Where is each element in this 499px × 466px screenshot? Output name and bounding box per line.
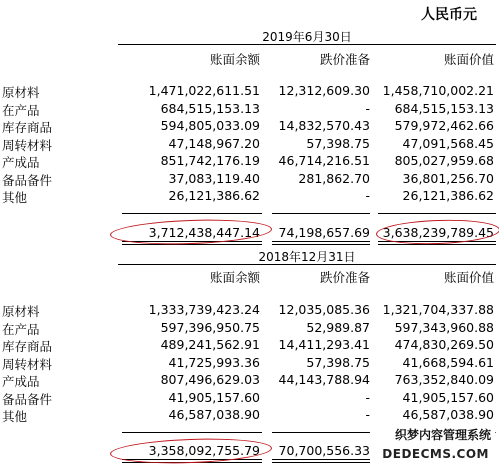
col-header-book-value-2: 账面价值 (443, 270, 494, 285)
cell-book-value: 474,830,269.50 (394, 337, 494, 352)
watermark-domain: DEDECMS.COM (382, 447, 489, 461)
subtotal-rule-2019-c3 (378, 213, 496, 214)
subtotal-rule-2018-c2 (272, 432, 370, 433)
col-header-book-value: 账面价值 (443, 52, 494, 67)
subtotal-rule-2019-c2 (272, 213, 370, 214)
col-header-impairment-2: 跌价准备 (319, 270, 370, 285)
cell-book-balance: 1,333,739,423.24 (148, 302, 260, 317)
cell-book-balance: 594,805,033.09 (160, 118, 260, 133)
cell-impairment: - (365, 188, 370, 203)
row-label: 原材料 (2, 85, 40, 100)
col-header-impairment: 跌价准备 (319, 52, 370, 67)
total-2019-book-value: 3,638,239,789.45 (382, 225, 494, 240)
row-label: 周转材料 (2, 356, 53, 372)
watermark-text: 织梦内容管理系统 (394, 428, 491, 442)
total-2019-impairment: 74,198,657.69 (278, 225, 370, 240)
cell-impairment: 14,411,293.41 (278, 337, 370, 352)
cell-book-balance: 41,905,157.60 (168, 389, 260, 405)
total-rule-2018-c2 (272, 459, 370, 463)
total-2018-book-balance: 3,358,092,755.79 (148, 443, 260, 458)
row-label: 其他 (2, 409, 28, 424)
cell-book-value: 41,905,157.60 (402, 389, 494, 405)
period-title-2018: 2018年12月31日 (258, 250, 356, 264)
cell-impairment: 46,714,216.51 (278, 153, 370, 168)
cell-impairment: 281,862.70 (298, 170, 370, 186)
cell-impairment: - (365, 407, 370, 422)
cell-book-value: 684,515,153.13 (394, 100, 494, 116)
cell-book-balance: 807,496,629.03 (160, 372, 260, 387)
cell-impairment: 52,989.87 (306, 319, 370, 335)
cell-impairment: - (365, 100, 370, 116)
cell-book-balance: 684,515,153.13 (160, 100, 260, 116)
row-label: 库存商品 (2, 120, 53, 135)
row-label: 原材料 (2, 304, 40, 319)
cell-book-balance: 37,083,119.40 (168, 170, 260, 186)
row-label: 在产品 (2, 102, 40, 118)
row-label: 周转材料 (2, 137, 53, 153)
cell-impairment: 12,312,609.30 (278, 83, 370, 98)
row-label: 其他 (2, 190, 28, 205)
cell-book-balance: 597,396,950.75 (160, 319, 260, 335)
cell-book-value: 1,321,704,337.88 (382, 302, 494, 317)
cell-book-value: 46,587,038.90 (402, 407, 494, 422)
cell-impairment: 12,035,085.36 (278, 302, 370, 317)
cell-book-value: 763,352,840.09 (394, 372, 494, 387)
total-rule-2019-c2 (272, 241, 370, 245)
row-label: 在产品 (2, 321, 40, 337)
cell-book-value: 597,343,960.88 (394, 319, 494, 335)
row-label: 库存商品 (2, 339, 53, 354)
cell-book-value: 47,091,568.45 (402, 135, 494, 151)
cell-impairment: 57,398.75 (306, 135, 370, 151)
cell-book-value: 805,027,959.68 (394, 153, 494, 168)
cell-book-balance: 41,725,993.36 (168, 354, 260, 370)
col-header-book-balance: 账面余额 (209, 52, 260, 67)
row-label: 产成品 (2, 155, 40, 170)
col-header-book-balance-2: 账面余额 (209, 270, 260, 285)
period-rule-2018 (118, 264, 496, 265)
cell-book-balance: 489,241,562.91 (160, 337, 260, 352)
cell-book-balance: 46,587,038.90 (168, 407, 260, 422)
cell-impairment: 14,832,570.43 (278, 118, 370, 133)
subtotal-rule-2018-c1 (122, 432, 262, 433)
cell-book-balance: 26,121,386.62 (168, 188, 260, 203)
row-label: 备品备件 (2, 391, 53, 407)
cell-book-balance: 1,471,022,611.51 (148, 83, 260, 98)
cell-impairment: - (365, 389, 370, 405)
cell-book-balance: 47,148,967.20 (168, 135, 260, 151)
period-rule-2019 (118, 44, 496, 45)
cell-impairment: 57,398.75 (306, 354, 370, 370)
cell-book-value: 579,972,462.66 (394, 118, 494, 133)
total-2018-impairment: 70,700,556.33 (278, 443, 370, 458)
cell-book-value: 26,121,386.62 (402, 188, 494, 203)
period-title-2019: 2019年6月30日 (262, 30, 352, 44)
row-label: 产成品 (2, 374, 40, 389)
row-label: 备品备件 (2, 172, 53, 188)
total-2019-book-balance: 3,712,438,447.14 (148, 225, 260, 240)
subtotal-rule-2019-c1 (122, 213, 262, 214)
cell-book-value: 41,668,594.61 (402, 354, 494, 370)
cell-book-balance: 851,742,176.19 (160, 153, 260, 168)
cell-book-value: 1,458,710,002.21 (382, 83, 494, 98)
cell-book-value: 36,801,256.70 (402, 170, 494, 186)
currency-label: 人民币元 (421, 7, 477, 23)
cell-impairment: 44,143,788.94 (278, 372, 370, 387)
